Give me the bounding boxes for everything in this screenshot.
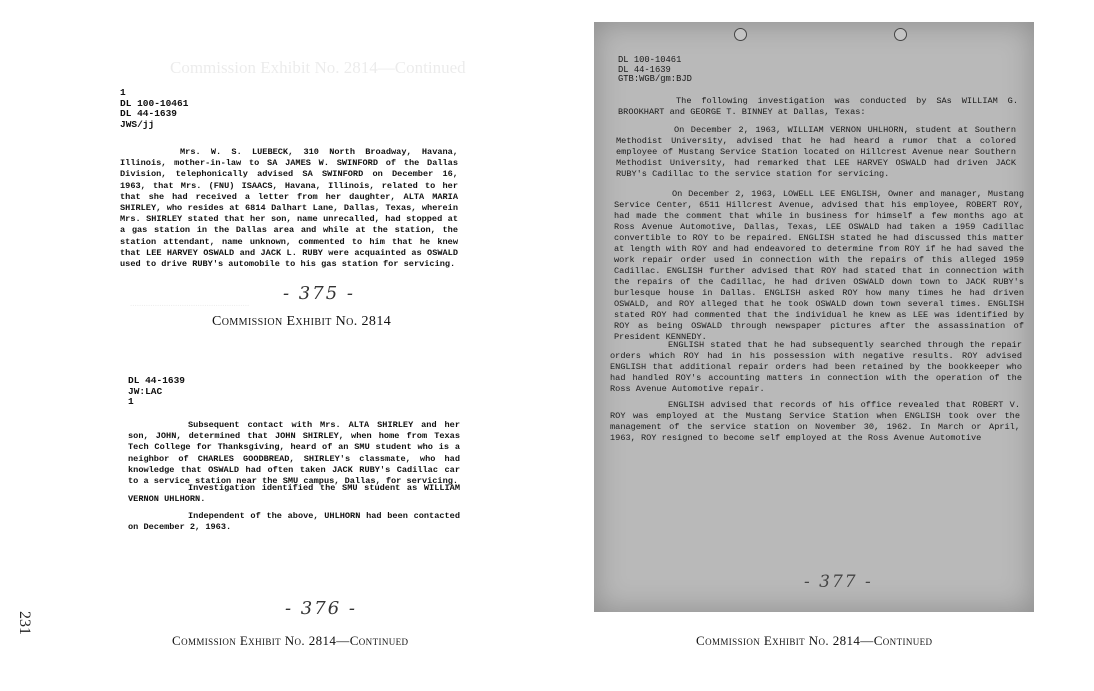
handwritten-page-number: - 377 - bbox=[804, 572, 873, 592]
right-intro: The following investigation was conducted by SAs WILLIAM G. BROOKHART and GEORGE T. BINNEY at Dallas, Texas: bbox=[618, 96, 1018, 117]
header-line: DL 100-10461 bbox=[618, 55, 682, 65]
scanned-sheet bbox=[594, 22, 1034, 612]
header-line: DL 44-1639 bbox=[120, 108, 178, 119]
header-line: DL 100-10461 bbox=[120, 97, 189, 109]
left-file-header bbox=[120, 88, 188, 130]
right-paragraph-1: On December 2, 1963, WILLIAM VERNON UHLHORN, student at Southern Methodist University, advised that he had heard a rumor that a colored employee of Mustang Service Station located on Hillcrest Avenue near Southern Methodist University, had remarked that LEE HARVEY OSWALD had driven JACK RUBY's Cadillac to the service station for servicing. bbox=[616, 125, 1016, 179]
left-paragraph-3: Investigation identified the SMU student as WILLIAM VERNON UHLHORN. bbox=[128, 483, 460, 505]
exhibit-caption: Commission Exhibit No. 2814 bbox=[212, 314, 392, 329]
exhibit-caption: Commission Exhibit No. 2814—Continued bbox=[172, 633, 409, 648]
header-line: JWS/jj bbox=[120, 118, 155, 130]
header-line: DL 44-1639 bbox=[128, 375, 186, 386]
header-line: 1 bbox=[128, 396, 134, 407]
left-paragraph-2: Subsequent contact with Mrs. ALTA SHIRLEY and her son, JOHN, determined that JOHN SHIRLEY, when home from Texas Tech College for Thanksgiving, heard of an SMU student who is a neighbor of CHARLES GOODBREAD, SHIRLEY's classmate, who had knowledge that OSWALD had often taken JACK RUBY's Cadillac car to a service station near the SMU campus, Dallas, for servicing. bbox=[128, 420, 460, 487]
header-line: JW:LAC bbox=[128, 385, 163, 397]
right-paragraph-4: ENGLISH advised that records of his office revealed that ROBERT V. ROY was employed at the Mustang Service Station when ENGLISH took over the management of the service station on November 30, 1962. In March or April, 1963, ROY resigned to become self employed at the Ross Avenue Automotive bbox=[610, 400, 1020, 443]
exhibit-caption: Commission Exhibit No. 2814—Continued bbox=[696, 633, 933, 648]
handwritten-page-number: - 376 - bbox=[285, 598, 357, 619]
header-line: DL 44-1639 bbox=[618, 64, 671, 75]
right-paragraph-2: On December 2, 1963, LOWELL LEE ENGLISH, Owner and manager, Mustang Service Center, 6511 Hillcrest Avenue, advised that his employee, ROBERT ROY, had made the comment that while in business for himself a few months ago at Ross Avenue Automotive, Dallas, Texas, LEE OSWALD had taken a 1959 Cadillac convertible to ROY to be repaired. ENGLISH stated he had discussed this matter at length with ROY and had endeavored to determine from ROY if he had saved the work repair order used in connection with the repairs of this alleged 1959 Cadillac. ENGLISH further advised that ROY had stated that in connection with the repairs of the Cadillac, he had driven OSWALD down town to JACK RUBY's burlesque house in Dallas. ENGLISH asked ROY how many times he had driven OSWALD, and ROY alleged that he took OSWALD down town several times. ENGLISH stated ROY had commented that the individual he knew as LEE was identified by ROY as being OSWALD through newspaper pictures after the assassination of President KENNEDY. bbox=[614, 189, 1024, 342]
right-paragraph-3: ENGLISH stated that he had subsequently searched through the repair orders which ROY had in his possession with negative results. ROY advised ENGLISH that additional repair orders had been retained by the bookkeeper who had handled ROY's accounting matters in connection with the operation of the Ross Avenue Automotive repair. bbox=[610, 340, 1022, 394]
handwritten-page-number: - 375 - bbox=[283, 283, 355, 304]
left-paragraph-4: Independent of the above, UHLHORN had been contacted on December 2, 1963. bbox=[128, 511, 460, 533]
header-line: GTB:WGB/gm:BJD bbox=[618, 74, 692, 85]
left-page bbox=[0, 0, 520, 691]
left-file-header-2 bbox=[128, 376, 185, 408]
page-side-number: 231 bbox=[16, 611, 33, 635]
bleed-through-text: Commission Exhibit No. 2814—Continued bbox=[170, 58, 466, 77]
left-paragraph-1: Mrs. W. S. LUEBECK, 310 North Broadway, Havana, Illinois, mother-in-law to SA JAMES W. SWINFORD of the Dallas Division, telephonically advised SA SWINFORD on December 16, 1963, that Mrs. (FNU) ISAACS, Havana, Illinois, related to her that she had received a letter from her daughter, ALTA MARIA SHIRLEY, who resides at 6814 Dalhart Lane, Dallas, Texas, wherein Mrs. SHIRLEY stated that her son, name unrecalled, had stopped at a gas station in the Dallas area and while at the station, the station attendant, name unknown, commented to him that he knew that LEE HARVEY OSWALD and JACK L. RUBY were acquainted as OSWALD used to drive RUBY's automobile to his gas station for servicing. bbox=[120, 147, 458, 270]
header-line: 1 bbox=[120, 87, 126, 98]
punch-hole bbox=[734, 28, 747, 41]
bleed-through-text: ..................................................... bbox=[130, 298, 250, 308]
punch-hole bbox=[894, 28, 907, 41]
right-file-header bbox=[618, 56, 692, 85]
